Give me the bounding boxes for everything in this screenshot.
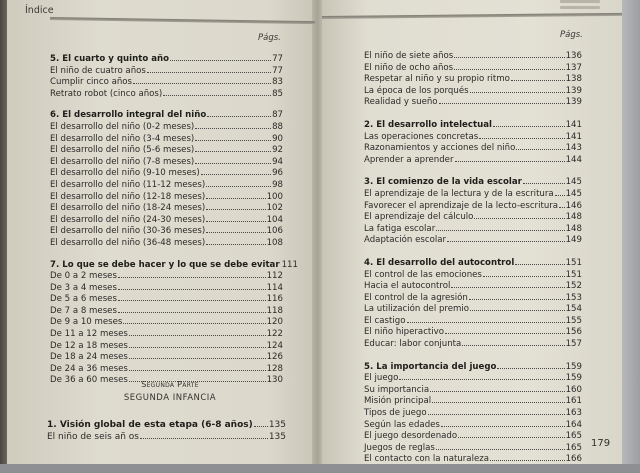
toc-entry[interactable] — [50, 316, 283, 328]
entry-page: 92 — [272, 145, 283, 156]
leader-dots — [436, 223, 564, 231]
leader-dots — [195, 144, 271, 152]
toc-entry[interactable] — [364, 96, 582, 108]
entry-page: 146 — [565, 200, 582, 211]
toc-chapter-entry[interactable] — [364, 257, 582, 269]
leader-dots — [201, 167, 271, 175]
entry-title: 1. Visión global de esta etapa (6-8 años) — [47, 420, 253, 430]
leader-dots — [479, 131, 564, 139]
toc-chapter-entry[interactable] — [50, 53, 283, 65]
entry-page: 98 — [272, 179, 283, 190]
toc-entry[interactable] — [364, 326, 582, 338]
toc-entry[interactable] — [50, 305, 283, 317]
entry-title: El control de las emociones — [364, 269, 482, 280]
toc-entry[interactable] — [364, 303, 582, 315]
entry-title: Su importancia — [364, 384, 430, 395]
leader-dots — [497, 361, 564, 369]
leader-dots — [454, 50, 564, 58]
toc-entry[interactable] — [50, 76, 283, 88]
toc-section-continued — [364, 50, 582, 108]
leader-dots — [407, 315, 565, 323]
entry-title: 3. El comienzo de la vida escolar — [364, 177, 522, 188]
entry-title: La fatiga escolar — [364, 223, 436, 234]
entry-title: Misión principal — [364, 396, 432, 407]
leader-dots — [470, 85, 565, 93]
leader-dots — [439, 96, 565, 104]
entry-title: Tipos de juego — [364, 408, 427, 419]
toc-part-two-start — [47, 419, 286, 442]
entry-page: 106 — [266, 226, 283, 237]
toc-entry[interactable] — [364, 62, 582, 74]
toc-entry[interactable] — [50, 270, 283, 282]
toc-chapter-entry[interactable] — [47, 419, 286, 431]
leader-dots — [207, 109, 271, 117]
part-title: SEGUNDA INFANCIA — [123, 393, 217, 403]
entry-title: El castigo — [364, 315, 406, 326]
toc-entry[interactable] — [364, 211, 582, 223]
leader-dots — [454, 62, 564, 70]
leader-dots — [195, 156, 271, 164]
entry-page: 130 — [266, 375, 283, 386]
entry-title: Razonamientos y acciones del niño — [364, 143, 516, 154]
entry-title: El desarrollo del niño (18-24 meses) — [50, 203, 206, 214]
toc-section — [50, 259, 298, 387]
entry-page: 90 — [272, 133, 283, 144]
entry-page: 100 — [266, 191, 283, 202]
leader-dots — [428, 407, 565, 415]
leader-dots — [129, 363, 266, 371]
entry-title: El niño de seis añ os — [47, 431, 139, 442]
toc-entry[interactable] — [50, 133, 283, 145]
entry-page: 108 — [266, 237, 283, 248]
toc-entry[interactable] — [364, 73, 582, 85]
toc-section — [364, 176, 582, 246]
entry-page: 135 — [268, 420, 286, 430]
page-number: 179 — [591, 438, 611, 449]
leader-dots — [118, 305, 266, 313]
leader-dots — [511, 73, 565, 81]
entry-page: 83 — [272, 77, 283, 88]
entry-title: El desarrollo del niño (0-2 meses) — [50, 121, 195, 132]
entry-page: 144 — [565, 154, 582, 165]
leader-dots — [516, 142, 564, 150]
entry-page: 141 — [565, 131, 582, 142]
leader-dots — [483, 269, 565, 277]
leader-dots — [555, 188, 565, 196]
running-header: Índice — [25, 5, 54, 16]
entry-title: El desarrollo del niño (3-4 meses) — [50, 133, 195, 144]
entry-page: 88 — [272, 121, 283, 132]
entry-page: 153 — [565, 292, 582, 303]
entry-page: 157 — [565, 339, 582, 350]
entry-page: 148 — [565, 223, 582, 234]
entry-title: El desarrollo del niño (12-18 meses) — [50, 191, 206, 202]
entry-page: 136 — [565, 51, 582, 61]
page-tab-marks — [560, 0, 600, 14]
entry-title: 6. El desarrollo integral del niño — [50, 110, 207, 121]
entry-title: El desarrollo del niño (36-48 meses) — [50, 237, 206, 248]
toc-entry[interactable] — [364, 395, 582, 407]
leader-dots — [118, 293, 266, 301]
toc-entry[interactable] — [364, 407, 582, 419]
entry-page: 151 — [565, 257, 582, 268]
toc-entry[interactable] — [364, 50, 582, 62]
entry-page: 122 — [266, 329, 283, 340]
entry-page: 156 — [565, 327, 582, 338]
toc-entry[interactable] — [50, 225, 283, 237]
toc-entry[interactable] — [50, 65, 283, 77]
leader-dots — [399, 372, 564, 380]
pages-column-label: Págs. — [258, 33, 281, 43]
leader-dots — [129, 340, 266, 348]
toc-entry[interactable] — [50, 293, 283, 305]
pages-column-label: Págs. — [560, 30, 583, 40]
entry-page: 145 — [565, 177, 582, 188]
toc-chapter-entry[interactable] — [50, 259, 298, 271]
entry-page: 114 — [266, 282, 283, 293]
toc-chapter-entry[interactable] — [364, 119, 582, 131]
entry-title: De 9 a 10 meses — [50, 317, 123, 328]
entry-page: 124 — [266, 340, 283, 351]
entry-title: El contacto con la naturaleza — [364, 454, 490, 465]
leader-dots — [458, 430, 564, 438]
toc-entry[interactable] — [50, 237, 283, 249]
entry-title: De 18 a 24 meses — [50, 352, 128, 363]
leader-dots — [436, 442, 565, 450]
entry-page: 143 — [565, 143, 582, 154]
entry-title: El desarrollo del niño (30-36 meses) — [50, 226, 206, 237]
leader-dots — [206, 237, 265, 245]
toc-entry[interactable] — [364, 131, 582, 143]
entry-page: 161 — [565, 396, 582, 407]
entry-title: El juego desordenado — [364, 431, 458, 442]
leader-dots — [147, 65, 271, 73]
leader-dots — [254, 419, 268, 427]
leader-dots — [133, 76, 271, 84]
toc-right — [364, 50, 582, 473]
leader-dots — [474, 211, 564, 219]
leader-dots — [140, 431, 268, 439]
entry-title: La época de los porqués — [364, 85, 469, 96]
entry-title: El niño de ocho años — [364, 62, 454, 73]
toc-entry[interactable] — [50, 144, 283, 156]
toc-entry[interactable] — [50, 156, 283, 168]
toc-entry[interactable] — [50, 351, 283, 363]
toc-entry[interactable] — [364, 453, 582, 465]
entry-title: El desarrollo del niño (11-12 meses) — [50, 179, 206, 190]
entry-page: 104 — [266, 214, 283, 225]
entry-page: 159 — [565, 373, 582, 384]
toc-entry[interactable] — [364, 269, 582, 281]
entry-title: 5. El cuarto y quinto año — [50, 54, 170, 64]
entry-page: 126 — [266, 352, 283, 363]
entry-title: El desarrollo del niño (7-8 meses) — [50, 156, 195, 167]
entry-title: Juegos de reglas — [364, 442, 435, 453]
entry-title: Aprender a aprender — [364, 154, 454, 165]
entry-title: De 11 a 12 meses — [50, 329, 128, 340]
toc-section — [364, 361, 582, 465]
entry-title: Retrato robot (cinco años) — [50, 88, 163, 99]
entry-page: 102 — [266, 203, 283, 214]
entry-page: 154 — [565, 304, 582, 315]
entry-page: 141 — [565, 119, 582, 130]
entry-page: 155 — [565, 315, 582, 326]
leader-dots — [455, 154, 565, 162]
entry-page: 160 — [565, 384, 582, 395]
toc-entry[interactable] — [364, 200, 582, 212]
entry-page: 94 — [272, 156, 283, 167]
toc-section — [364, 119, 582, 165]
toc-entry[interactable] — [50, 363, 283, 375]
entry-page: 96 — [272, 168, 283, 179]
toc-entry[interactable] — [364, 142, 582, 154]
toc-entry[interactable] — [50, 214, 283, 226]
entry-title: El aprendizaje del cálculo — [364, 212, 474, 223]
entry-page: 77 — [272, 65, 283, 76]
toc-entry[interactable] — [50, 340, 283, 352]
leader-dots — [118, 270, 266, 278]
entry-page: 166 — [565, 454, 582, 465]
leader-dots — [462, 338, 564, 346]
leader-dots — [206, 202, 265, 210]
leader-dots — [195, 121, 271, 129]
leader-dots — [129, 328, 266, 336]
part-label: Segunda Parte — [141, 380, 199, 389]
entry-title: 5. La importancia del juego — [364, 361, 497, 372]
entry-title: El niño hiperactivo — [364, 327, 445, 338]
entry-title: De 3 a 4 meses — [50, 282, 117, 293]
toc-entry[interactable] — [364, 292, 582, 304]
entry-page: 164 — [565, 419, 582, 430]
toc-chapter-entry[interactable] — [50, 109, 283, 121]
entry-page: 138 — [565, 74, 582, 85]
entry-page: 118 — [266, 305, 283, 316]
toc-entry[interactable] — [50, 88, 283, 100]
leader-dots — [206, 191, 265, 199]
entry-page: 116 — [266, 294, 283, 305]
leader-dots — [432, 395, 564, 403]
entry-title: Hacia el autocontrol — [364, 281, 451, 292]
toc-section — [364, 257, 582, 350]
leader-dots — [195, 133, 271, 141]
entry-title: 7. Lo que se debe hacer y lo que se debe evitar — [50, 259, 280, 270]
leader-dots — [170, 53, 271, 61]
toc-entry[interactable] — [364, 188, 582, 200]
entry-title: 4. El desarrollo del autocontrol — [364, 257, 515, 268]
entry-page: 152 — [565, 281, 582, 292]
entry-page: 139 — [565, 85, 582, 96]
entry-page: 165 — [565, 431, 582, 442]
toc-entry[interactable] — [364, 442, 582, 454]
entry-page: 135 — [268, 431, 286, 442]
entry-title: El juego — [364, 373, 399, 384]
leader-dots — [523, 176, 565, 184]
leader-dots — [470, 303, 565, 311]
toc-entry[interactable] — [47, 431, 286, 443]
entry-title: El desarrollo del niño (24-30 meses) — [50, 214, 206, 225]
toc-entry[interactable] — [364, 384, 582, 396]
entry-page: 145 — [565, 188, 582, 199]
toc-section — [50, 53, 283, 99]
toc-section — [50, 109, 283, 248]
leader-dots — [206, 225, 265, 233]
entry-title: Según las edades — [364, 419, 440, 430]
leader-dots — [430, 384, 564, 392]
entry-page: 111 — [281, 259, 298, 270]
toc-entry[interactable] — [50, 121, 283, 133]
toc-entry[interactable] — [50, 179, 283, 191]
entry-title: El aprendizaje de la lectura y de la escritura — [364, 188, 554, 199]
toc-entry[interactable] — [364, 372, 582, 384]
toc-entry[interactable] — [364, 338, 582, 350]
entry-page: 148 — [565, 212, 582, 223]
entry-page: 139 — [565, 97, 582, 108]
leader-dots — [441, 419, 565, 427]
toc-entry[interactable] — [364, 223, 582, 235]
toc-entry[interactable] — [50, 202, 283, 214]
leader-dots — [206, 214, 265, 222]
leader-dots — [490, 453, 565, 461]
toc-entry[interactable] — [364, 234, 582, 246]
entry-page: 151 — [565, 269, 582, 280]
entry-title: El niño de cuatro años — [50, 65, 146, 76]
leader-dots — [206, 179, 271, 187]
entry-page: 163 — [565, 408, 582, 419]
entry-title: De 24 a 36 meses — [50, 363, 128, 374]
toc-entry[interactable] — [50, 191, 283, 203]
entry-page: 149 — [565, 235, 582, 246]
toc-left — [50, 53, 298, 394]
entry-title: Favorecer el aprendizaje de la lecto-escritura — [364, 200, 559, 211]
entry-title: Las operaciones concretas — [364, 131, 479, 142]
toc-entry[interactable] — [364, 85, 582, 97]
entry-title: De 36 a 60 meses — [50, 375, 128, 386]
toc-entry[interactable] — [50, 282, 283, 294]
entry-title: El control de la agresión — [364, 292, 468, 303]
entry-page: 120 — [266, 317, 283, 328]
toc-chapter-entry[interactable] — [364, 176, 582, 188]
toc-chapter-entry[interactable] — [364, 361, 582, 373]
entry-title: Adaptación escolar — [364, 235, 447, 246]
book-spine-shadow — [0, 0, 7, 464]
leader-dots — [163, 88, 271, 96]
toc-entry[interactable] — [364, 315, 582, 327]
entry-title: El desarrollo del niño (9-10 meses) — [50, 168, 200, 179]
entry-title: La utilización del premio — [364, 304, 470, 315]
background-surface — [622, 0, 640, 464]
leader-dots — [123, 316, 265, 324]
toc-entry[interactable] — [364, 419, 582, 431]
entry-title: De 12 a 18 meses — [50, 340, 128, 351]
entry-title: Respetar al niño y su propio ritmo — [364, 74, 510, 85]
entry-title: Cumplir cinco años — [50, 77, 133, 88]
entry-page: 165 — [565, 442, 582, 453]
entry-title: De 0 a 2 meses — [50, 271, 117, 282]
entry-title: Realidad y sueño — [364, 97, 438, 108]
leader-dots — [129, 351, 266, 359]
toc-entry[interactable] — [50, 167, 283, 179]
leader-dots — [515, 257, 564, 265]
entry-page: 87 — [272, 110, 283, 121]
leader-dots — [118, 282, 266, 290]
leader-dots — [559, 200, 565, 208]
leader-dots — [451, 280, 564, 288]
entry-title: El desarrollo del niño (5-6 meses) — [50, 145, 195, 156]
entry-title: 2. El desarrollo intelectual — [364, 119, 492, 130]
leader-dots — [445, 326, 565, 334]
leader-dots — [493, 119, 565, 127]
entry-page: 112 — [266, 271, 283, 282]
entry-page: 137 — [565, 62, 582, 73]
entry-title: Educar: labor conjunta — [364, 339, 462, 350]
entry-title: De 5 a 6 meses — [50, 294, 117, 305]
entry-title: El niño de siete años — [364, 51, 454, 61]
toc-entry[interactable] — [364, 280, 582, 292]
entry-title: De 7 a 8 meses — [50, 305, 117, 316]
toc-entry[interactable] — [364, 430, 582, 442]
entry-page: 159 — [565, 361, 582, 372]
toc-entry[interactable] — [50, 328, 283, 340]
entry-page: 85 — [272, 88, 283, 99]
toc-entry[interactable] — [364, 154, 582, 166]
entry-page: 77 — [272, 54, 283, 64]
entry-page: 128 — [266, 363, 283, 374]
leader-dots — [447, 234, 565, 242]
leader-dots — [469, 292, 565, 300]
